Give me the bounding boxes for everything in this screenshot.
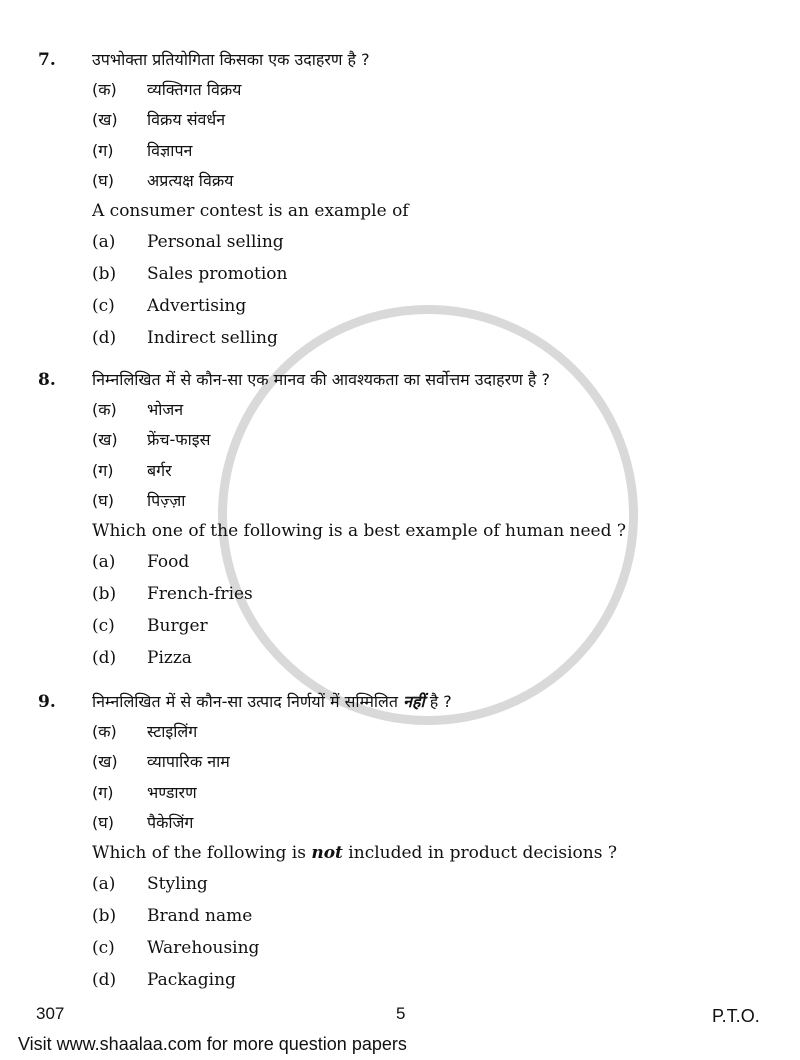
- question-number: 7.: [38, 50, 56, 70]
- english-option-label: (d): [92, 648, 117, 668]
- english-option-text: Food: [147, 552, 190, 572]
- question-text-part: नहीं: [403, 692, 425, 711]
- question-text-part: निम्नलिखित में से कौन-सा उत्पाद निर्णयों में सम्मिलित: [92, 692, 404, 711]
- hindi-question: निम्नलिखित में से कौन-सा एक मानव की आवश्यकता का सर्वोत्तम उदाहरण है ?: [92, 370, 550, 389]
- pto-label: P.T.O.: [712, 1006, 760, 1026]
- english-option-label: (b): [92, 264, 117, 284]
- hindi-question: उपभोक्ता प्रतियोगिता किसका एक उदाहरण है ?: [92, 50, 370, 69]
- english-option-text: French-fries: [147, 584, 253, 604]
- hindi-option-text: भोजन: [147, 400, 184, 419]
- hindi-option-label: (क): [92, 80, 117, 99]
- hindi-option-label: (ग): [92, 461, 114, 480]
- hindi-option-text: भण्डारण: [147, 783, 197, 802]
- english-option-text: Personal selling: [147, 232, 284, 252]
- english-option-label: (a): [92, 232, 116, 252]
- hindi-option-label: (ख): [92, 110, 118, 129]
- hindi-option-text: बर्गर: [147, 461, 172, 480]
- hindi-option-label: (ख): [92, 430, 118, 449]
- hindi-option-text: पैकेजिंग: [147, 813, 194, 832]
- english-option-text: Sales promotion: [147, 264, 288, 284]
- english-option-text: Warehousing: [147, 938, 260, 958]
- hindi-option-text: विज्ञापन: [147, 141, 193, 160]
- english-option-label: (b): [92, 906, 117, 926]
- question-text-part: है ?: [424, 692, 452, 711]
- hindi-option-label: (ग): [92, 141, 114, 160]
- hindi-option-label: (ग): [92, 783, 114, 802]
- english-option-label: (b): [92, 584, 117, 604]
- hindi-option-label: (घ): [92, 491, 114, 510]
- question-text-part: not: [311, 843, 343, 863]
- hindi-question: [92, 692, 452, 712]
- question-number: 9.: [38, 692, 56, 712]
- english-question: [92, 843, 617, 863]
- english-option-text: Packaging: [147, 970, 236, 990]
- hindi-option-label: (घ): [92, 813, 114, 832]
- hindi-option-text: अप्रत्यक्ष विक्रय: [147, 171, 234, 190]
- question-number: 8.: [38, 370, 56, 390]
- hindi-option-label: (क): [92, 400, 117, 419]
- paper-code: 307: [36, 1004, 65, 1023]
- english-option-label: (c): [92, 616, 115, 636]
- hindi-option-label: (घ): [92, 171, 114, 190]
- question-text-part: Which of the following is: [92, 843, 312, 863]
- english-option-label: (d): [92, 970, 117, 990]
- english-question: A consumer contest is an example of: [92, 201, 409, 221]
- english-option-text: Brand name: [147, 906, 253, 926]
- english-option-label: (d): [92, 328, 117, 348]
- hindi-option-text: फ्रेंच-फाइस: [147, 430, 211, 449]
- hindi-option-label: (क): [92, 722, 117, 741]
- hindi-option-text: पिज़्ज़ा: [147, 491, 186, 510]
- hindi-option-text: स्टाइलिंग: [147, 722, 198, 741]
- hindi-option-text: विक्रय संवर्धन: [147, 110, 226, 129]
- english-option-text: Advertising: [147, 296, 247, 316]
- english-option-label: (a): [92, 874, 116, 894]
- hindi-option-text: व्यापारिक नाम: [147, 752, 230, 771]
- hindi-option-text: व्यक्तिगत विक्रय: [147, 80, 242, 99]
- page-number: 5: [396, 1004, 406, 1023]
- english-option-text: Pizza: [147, 648, 192, 668]
- visit-link[interactable]: Visit www.shaalaa.com for more question papers: [18, 1034, 407, 1054]
- english-question: Which one of the following is a best example of human need ?: [92, 521, 627, 541]
- english-option-text: Burger: [147, 616, 208, 636]
- hindi-option-label: (ख): [92, 752, 118, 771]
- watermark-circle: [218, 305, 638, 725]
- english-option-label: (c): [92, 938, 115, 958]
- english-option-text: Indirect selling: [147, 328, 278, 348]
- english-option-label: (a): [92, 552, 116, 572]
- question-text-part: included in product decisions ?: [342, 843, 617, 863]
- english-option-text: Styling: [147, 874, 208, 894]
- english-option-label: (c): [92, 296, 115, 316]
